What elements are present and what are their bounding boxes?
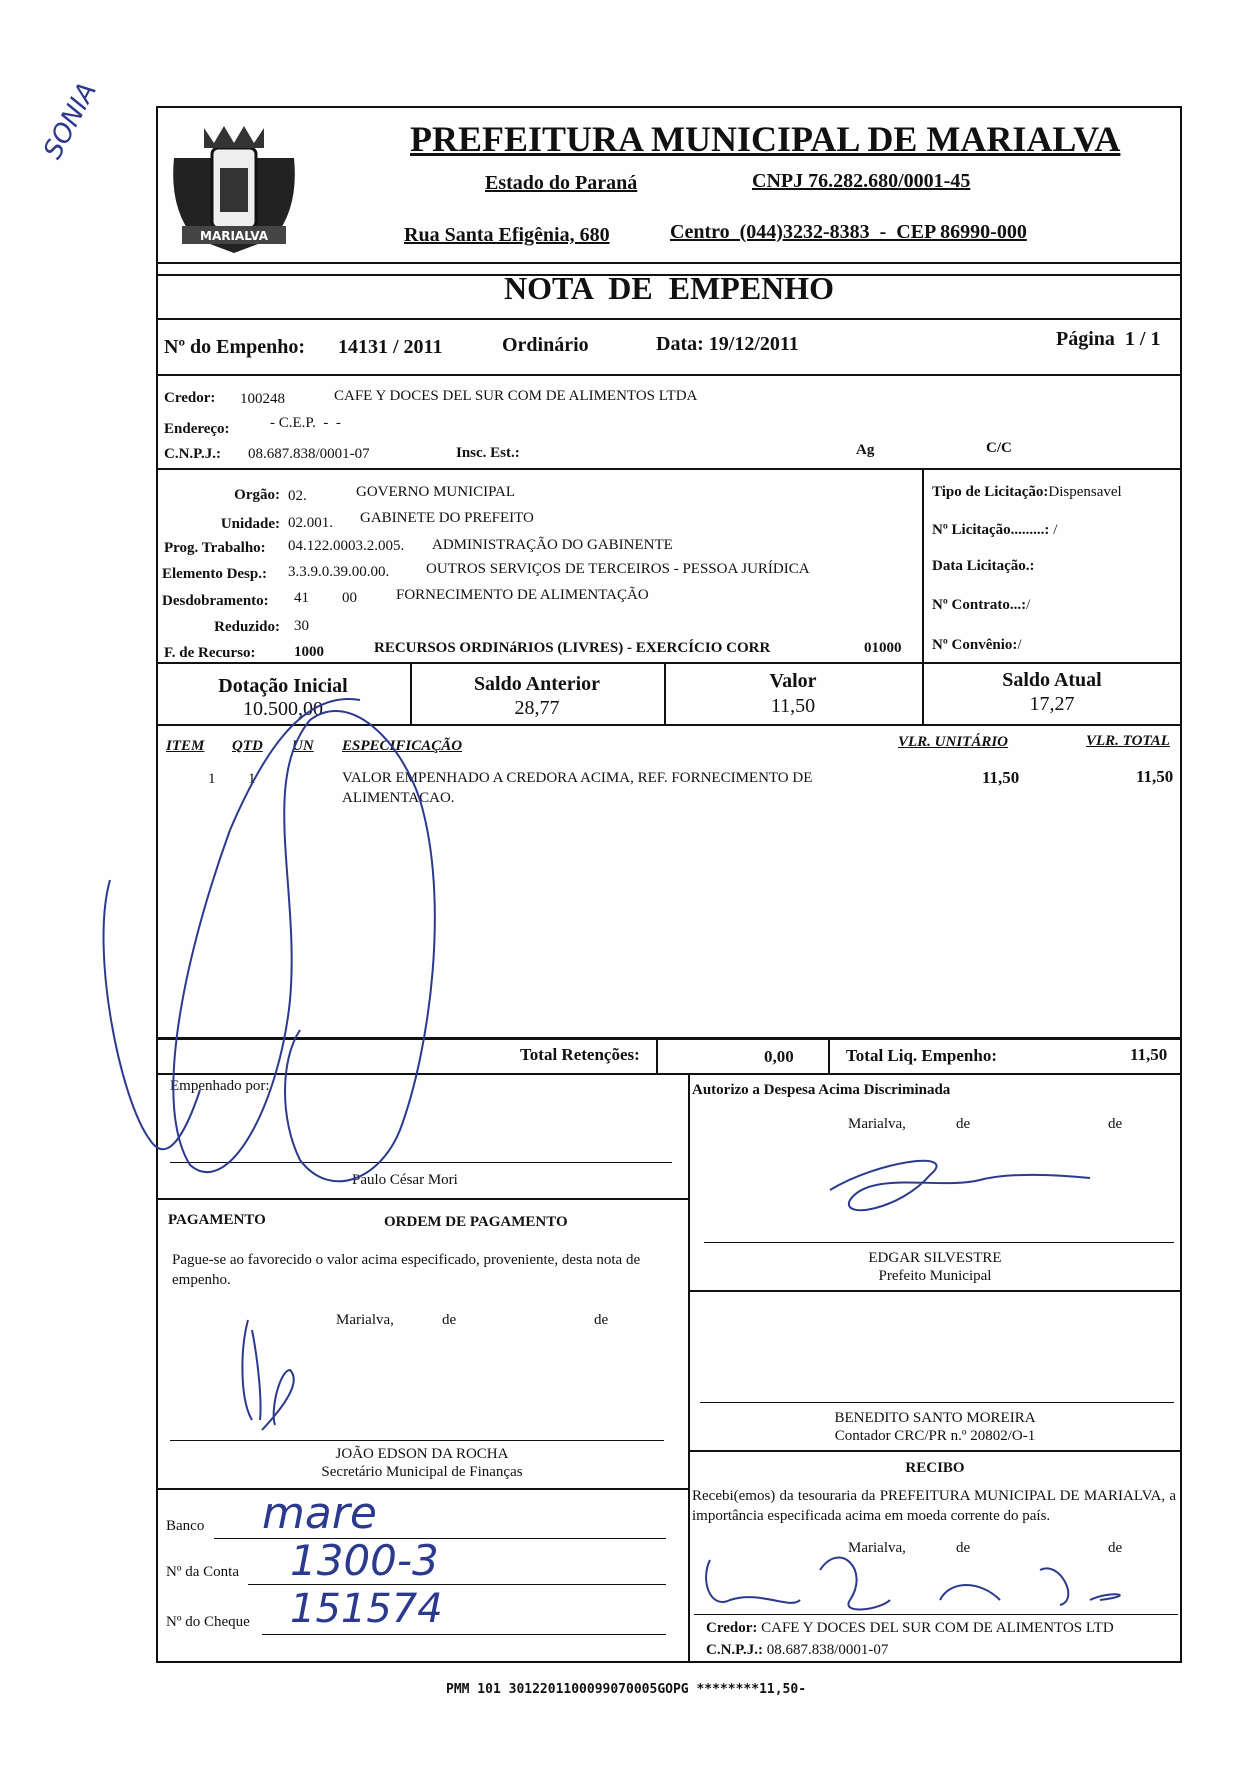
insc-label: Insc. Est.: — [456, 445, 520, 461]
elem-label: Elemento Desp.: — [162, 566, 267, 582]
header-cnpj: CNPJ 76.282.680/0001-45 — [752, 170, 971, 192]
desd-cod2: 00 — [342, 590, 357, 606]
valor-label: Valor — [769, 670, 817, 692]
retencoes-label: Total Retenções: — [520, 1045, 640, 1064]
empenho-signature — [104, 880, 200, 1149]
saldo-atual-valor: 17,27 — [1029, 693, 1075, 715]
elem-cod: 3.3.9.0.39.00.00. — [288, 564, 390, 580]
row-unit: 11,50 — [982, 768, 1020, 787]
liquido-valor: 11,50 — [1130, 1045, 1168, 1064]
ag-label: Ag — [856, 442, 875, 458]
elem-desc: OUTROS SERVIÇOS DE TERCEIROS - PESSOA JURÍDICA — [426, 561, 810, 577]
empenho-numero: 14131 / 2011 — [338, 336, 443, 358]
row-espec: VALOR EMPENHADO A CREDORA ACIMA, REF. FORNECIMENTO DE ALIMENTACAO. — [342, 770, 813, 806]
contador-cargo: Contador CRC/PR n.º 20802/O-1 — [834, 1428, 1036, 1444]
pagamento-nome: JOÃO EDSON DA ROCHA — [335, 1446, 509, 1462]
empenho-data: Data: 19/12/2011 — [656, 333, 799, 355]
licitacao-tipo-label: Tipo de Licitação: — [932, 484, 1049, 500]
orgao-desc: GOVERNO MUNICIPAL — [356, 484, 516, 500]
col-total: VLR. TOTAL — [1086, 733, 1170, 749]
doc-title: NOTA DE EMPENHO — [503, 270, 835, 306]
pagamento-label: PAGAMENTO — [168, 1212, 266, 1228]
empenhado-assinante: Paulo César Mori — [352, 1172, 458, 1188]
desd-desc: FORNECIMENTO DE ALIMENTAÇÃO — [396, 587, 649, 603]
convenio-label: Nº Convênio: — [932, 637, 1018, 653]
recurso-label: F. de Recurso: — [164, 645, 256, 661]
autorizo-nome: EDGAR SILVESTRE — [868, 1250, 1002, 1266]
orgao-cod: 02. — [288, 488, 307, 504]
valor-valor: 11,50 — [770, 695, 816, 717]
contrato-valor: / — [1026, 597, 1031, 613]
footer-code: PMM 101 3012201100099070005GOPG ********11,50- — [446, 1682, 807, 1697]
recurso-num: 01000 — [864, 640, 902, 656]
pagamento-cargo: Secretário Municipal de Finanças — [321, 1464, 523, 1480]
licitacao-num-valor: / — [1049, 522, 1058, 538]
recibo-local: Marialva, — [848, 1540, 906, 1556]
desd-cod: 41 — [294, 590, 309, 606]
col-espec: ESPECIFICAÇÃO — [342, 738, 463, 754]
reduzido-label: Reduzido: — [214, 619, 280, 635]
retencoes-valor: 0,00 — [764, 1047, 794, 1066]
unidade-label: Unidade: — [220, 516, 280, 532]
header-contato: Centro (044)3232-8383 - CEP 86990-000 — [670, 221, 1027, 243]
unidade-desc: GABINETE DO PREFEITO — [360, 510, 534, 526]
contrato-label: Nº Contrato...: — [932, 597, 1027, 613]
recibo-cnpj-valor: 08.687.838/0001-07 — [766, 1642, 889, 1658]
conta-valor: 1300-3 — [290, 1536, 439, 1585]
licitacao-num-label: Nº Licitação.........: — [932, 522, 1050, 538]
cheque-valor: 151574 — [290, 1586, 443, 1632]
recurso-cod: 1000 — [294, 644, 324, 660]
autorizo-cargo: Prefeito Municipal — [878, 1268, 992, 1284]
pagamento-signature — [242, 1320, 293, 1430]
desd-label: Desdobramento: — [162, 593, 269, 609]
empenho-label: Nº do Empenho: — [164, 336, 306, 358]
dotacao-valor: 10.500,00 — [243, 698, 323, 720]
banco-valor: mare — [262, 1488, 377, 1539]
prog-label: Prog. Trabalho: — [164, 540, 266, 556]
contador-nome: BENEDITO SANTO MOREIRA — [834, 1410, 1036, 1426]
credor-label: Credor: — [164, 390, 216, 406]
pagamento-local: Marialva, — [336, 1312, 394, 1328]
recibo-credor-nome: CAFE Y DOCES DEL SUR COM DE ALIMENTOS LTD — [761, 1620, 1114, 1636]
pagamento-texto: Pague-se ao favorecido o valor acima especificado, proveniente, desta nota de empenho. — [172, 1252, 641, 1288]
autorizo-label: Autorizo a Despesa Acima Discriminada — [692, 1082, 951, 1098]
pagamento-de1: de — [442, 1312, 457, 1328]
pagamento-de2: de — [594, 1312, 609, 1328]
licitacao-tipo-valor: Dispensavel — [1048, 484, 1122, 500]
col-unit: VLR. UNITÁRIO — [898, 734, 1009, 750]
prog-cod: 04.122.0003.2.005. — [288, 538, 405, 554]
cnpj-valor: 08.687.838/0001-07 — [248, 446, 370, 462]
endereco-label: Endereço: — [164, 421, 230, 437]
prog-desc: ADMINISTRAÇÃO DO GABINENTE — [432, 537, 673, 553]
col-un: UN — [292, 738, 314, 754]
empenho-tipo: Ordinário — [502, 334, 589, 356]
row-item: 1 — [208, 771, 216, 787]
liquido-label: Total Liq. Empenho: — [846, 1046, 997, 1065]
credor-nome: CAFE Y DOCES DEL SUR COM DE ALIMENTOS LTDA — [334, 388, 698, 404]
col-qtd: QTD — [232, 738, 263, 754]
orgao-label: Orgão: — [234, 487, 280, 503]
recibo-cnpj-label: C.N.P.J.: — [706, 1642, 763, 1658]
reduzido-cod: 30 — [294, 618, 309, 634]
autorizo-local: Marialva, — [848, 1116, 906, 1132]
convenio-valor: / — [1017, 637, 1022, 653]
crest-text: MARIALVA — [200, 229, 268, 243]
header-endereco: Rua Santa Efigênia, 680 — [404, 224, 610, 246]
cnpj-label: C.N.P.J.: — [164, 446, 221, 462]
recibo-credor-label: Credor: — [706, 1620, 758, 1636]
marginal-handwriting: SONIA — [38, 77, 103, 165]
header-title: PREFEITURA MUNICIPAL DE MARIALVA — [410, 119, 1121, 159]
col-item: ITEM — [166, 738, 205, 754]
unidade-cod: 02.001. — [288, 515, 333, 531]
recibo-texto: Recebi(emos) da tesouraria da PREFEITURA MUNICIPAL DE MARIALVA, a importância especificada acima em moeda corrente do país. — [692, 1488, 1176, 1524]
empenhado-label: Empenhado por: — [170, 1078, 270, 1094]
conta-label: Nº da Conta — [166, 1564, 239, 1580]
recibo-de2: de — [1108, 1540, 1123, 1556]
banco-label: Banco — [166, 1518, 205, 1534]
autorizo-signature — [830, 1161, 1090, 1210]
saldo-atual-label: Saldo Atual — [1002, 669, 1102, 691]
dotacao-label: Dotação Inicial — [218, 675, 348, 697]
autorizo-de1: de — [956, 1116, 971, 1132]
endereco-valor: - C.E.P. - - — [270, 415, 341, 431]
recibo-label: RECIBO — [905, 1460, 965, 1476]
saldo-anterior-valor: 28,77 — [514, 697, 560, 719]
credor-codigo: 100248 — [240, 391, 285, 407]
recurso-desc: RECURSOS ORDINáRIOS (LIVRES) - EXERCÍCIO CORR — [374, 640, 771, 656]
row-total: 11,50 — [1136, 767, 1174, 786]
recibo-de1: de — [956, 1540, 971, 1556]
header-estado: Estado do Paraná — [485, 172, 638, 194]
cc-label: C/C — [986, 440, 1012, 456]
cheque-label: Nº do Cheque — [166, 1614, 250, 1630]
row-qtd: 1 — [248, 771, 256, 787]
empenho-pagina: Página 1 / 1 — [1056, 328, 1161, 350]
licitacao-data-label: Data Licitação.: — [932, 558, 1035, 574]
saldo-anterior-label: Saldo Anterior — [473, 673, 601, 695]
large-loop-signature — [173, 699, 434, 1181]
ordem-label: ORDEM DE PAGAMENTO — [384, 1214, 568, 1230]
autorizo-de2: de — [1108, 1116, 1123, 1132]
recibo-signature — [706, 1558, 1120, 1610]
